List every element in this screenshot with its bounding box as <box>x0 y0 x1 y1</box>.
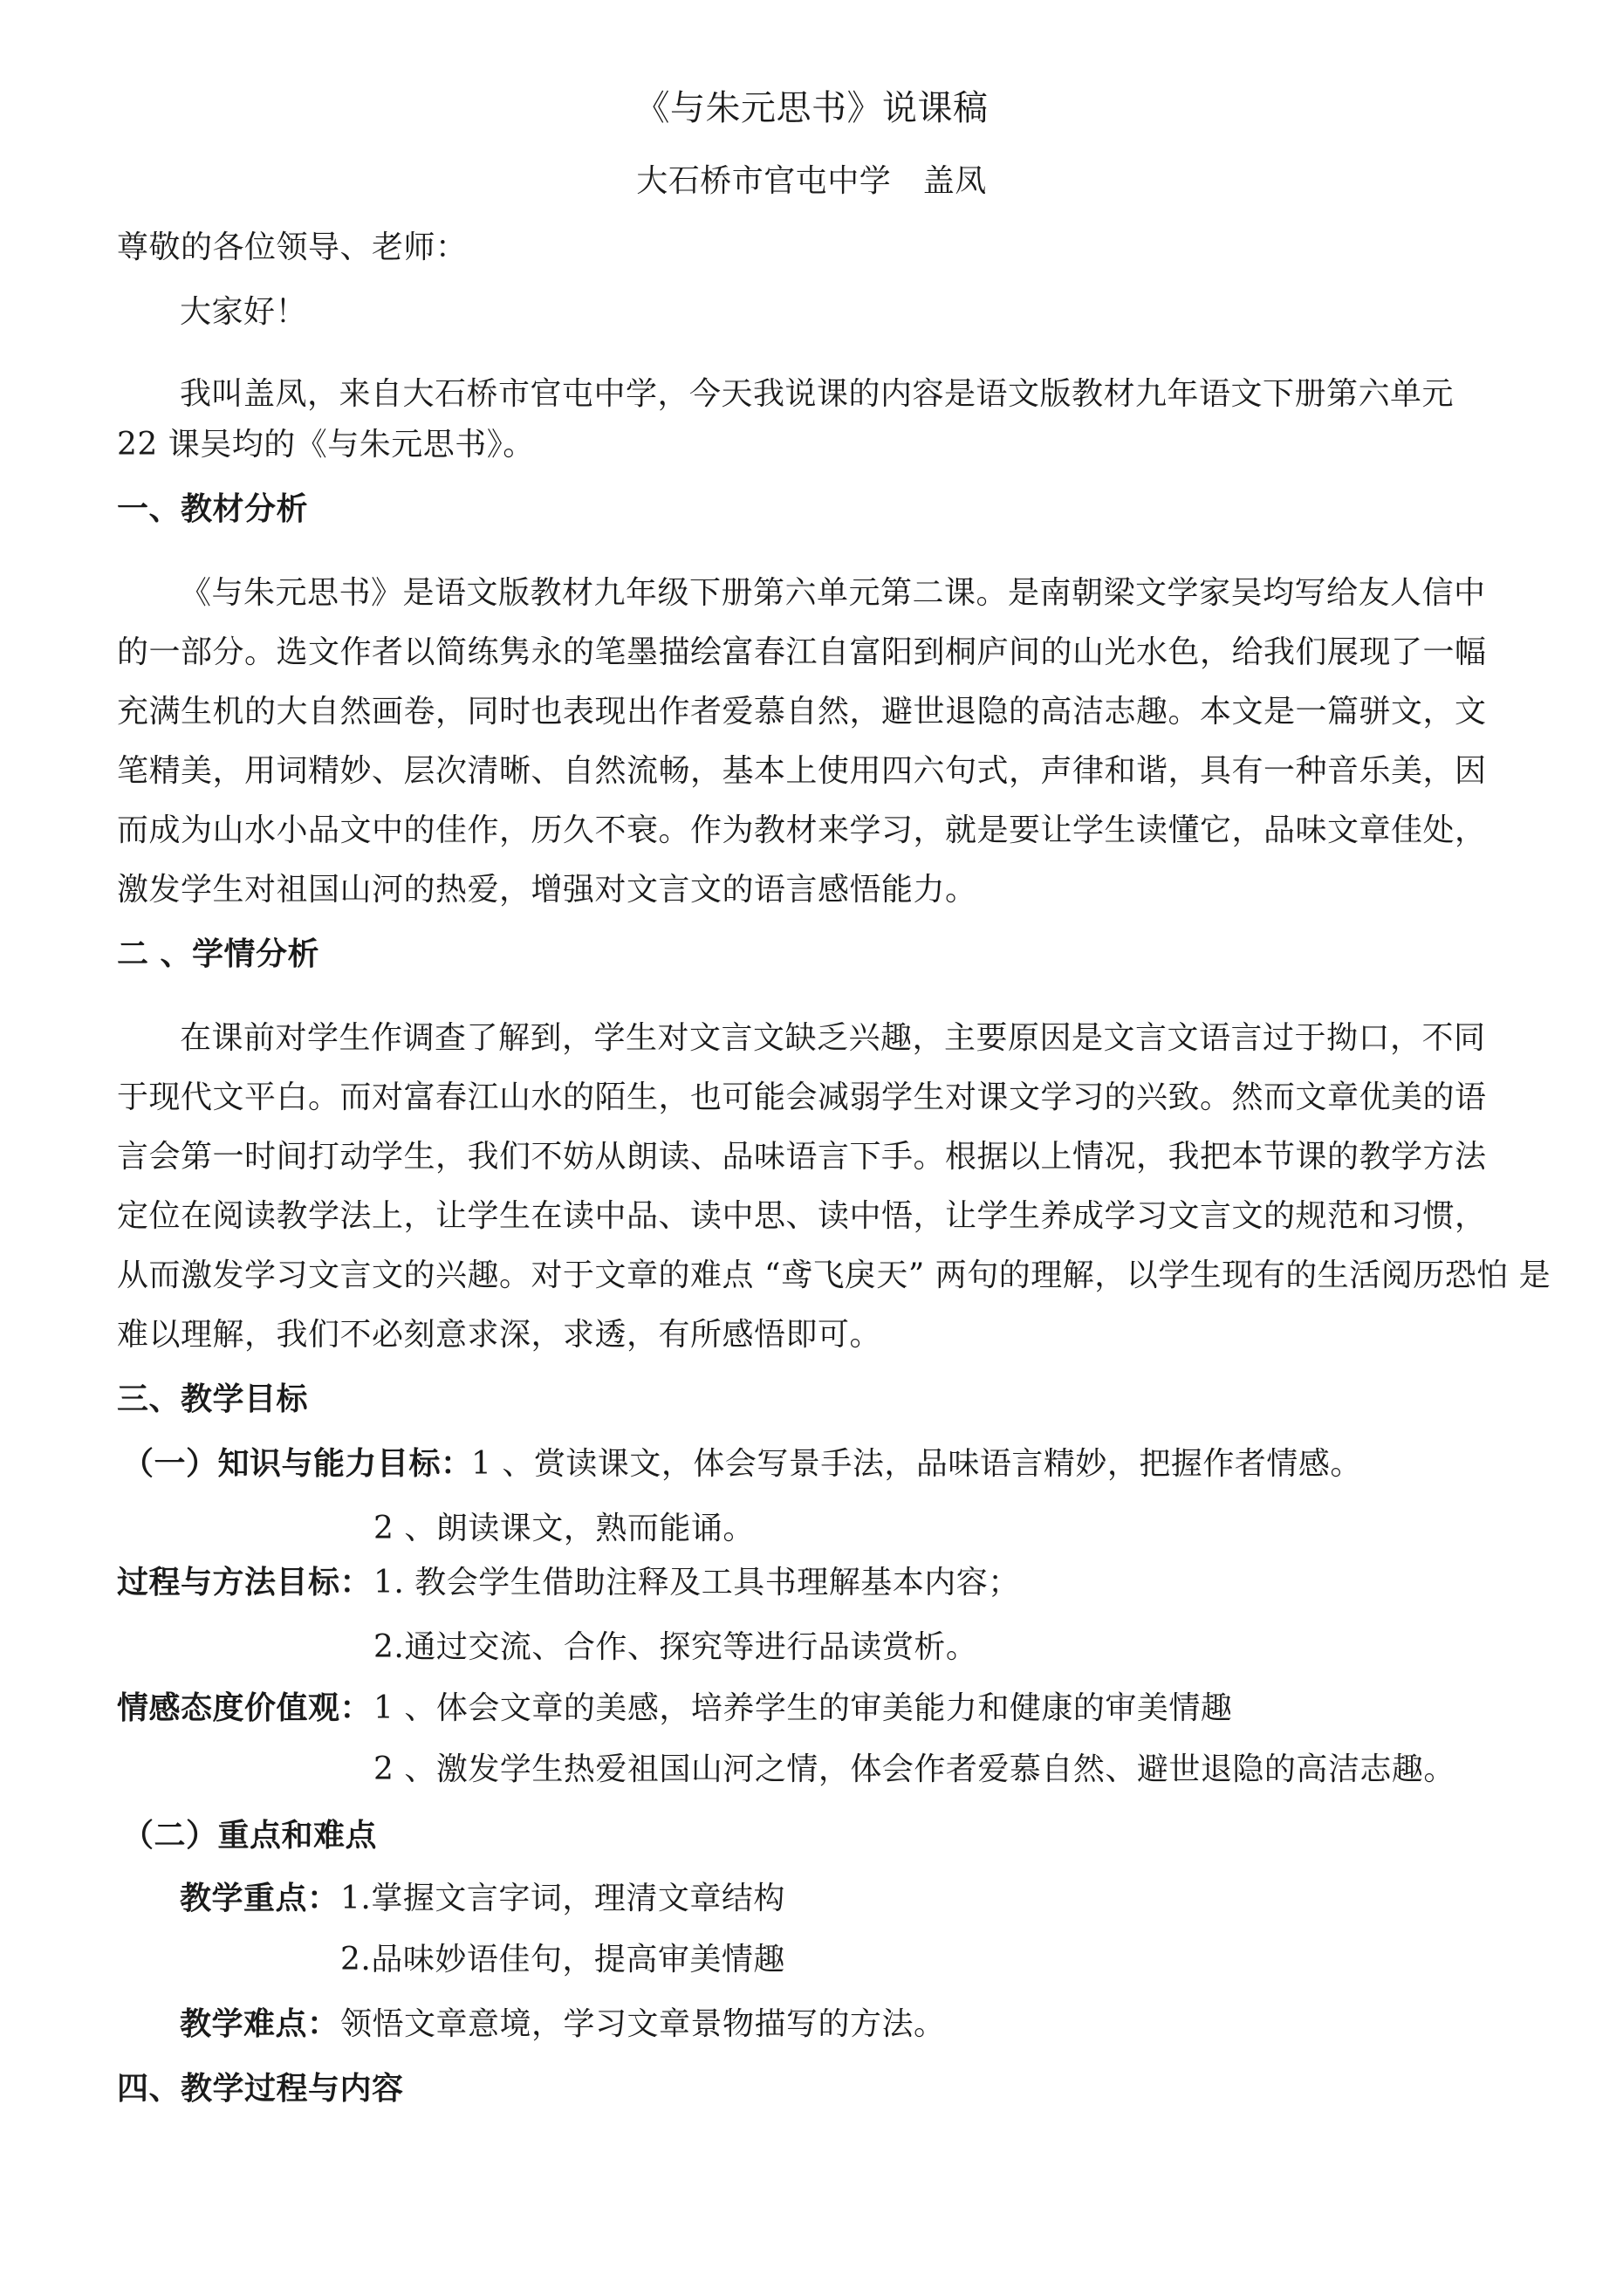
difficulty-text: 领悟文章意境，学习文章景物描写的方法。 <box>340 2006 946 2042</box>
paragraph-line: 从而激发学习文言文的兴趣。对于文章的难点 “鸢飞戾天” 两句的理解，以学生现有的生活阅历恐怕 是 <box>117 1258 1551 1293</box>
key-difficulty-heading: （二）重点和难点 <box>122 1818 378 1854</box>
section-heading-textbook-analysis: 一、教材分析 <box>117 491 309 527</box>
paragraph-line: 笔精美，用词精妙、层次清晰、自然流畅，基本上使用四六句式，声律和谐，具有一种音乐美，因 <box>117 753 1487 789</box>
process-item: 1. 教会学生借助注释及工具书理解基本内容； <box>373 1565 1020 1600</box>
section-heading-teaching-process: 四、教学过程与内容 <box>117 2071 404 2107</box>
paragraph-line: 言会第一时间打动学生，我们不妨从朗读、品味语言下手。根据以上情况，我把本节课的教学方法 <box>117 1139 1487 1175</box>
paragraph-line: 的一部分。选文作者以简练隽永的笔墨描绘富春江自富阳到桐庐间的山光水色，给我们展现了一幅 <box>117 634 1487 670</box>
salutation: 尊敬的各位领导、老师： <box>117 230 468 265</box>
paragraph-line: 难以理解，我们不必刻意求深，求透，有所感悟即可。 <box>117 1317 882 1353</box>
emotion-item: 2 、激发学生热爱祖国山河之情，体会作者爱慕自然、避世退隐的高洁志趣。 <box>373 1751 1455 1787</box>
process-label: 过程与方法目标： <box>117 1565 373 1600</box>
greeting: 大家好！ <box>180 294 308 330</box>
paragraph-line: 定位在阅读教学法上，让学生在读中品、读中思、读中悟，让学生养成学习文言文的规范和习惯， <box>117 1198 1487 1234</box>
emotion-label: 情感态度价值观： <box>117 1690 373 1726</box>
paragraph-line: 在课前对学生作调查了解到，学生对文言文缺乏兴趣，主要原因是文言文语言过于拗口，不同 <box>180 1020 1486 1056</box>
difficulty-label: 教学难点： <box>180 2006 339 2042</box>
emotion-item: 1 、体会文章的美感，培养学生的审美能力和健康的审美情趣 <box>373 1690 1233 1726</box>
key-label: 教学重点： <box>180 1881 339 1916</box>
paragraph-line: 《与朱元思书》是语文版教材九年级下册第六单元第二课。是南朝梁文学家吴均写给友人信中 <box>180 575 1486 611</box>
paragraph-line: 而成为山水小品文中的佳作，历久不衰。作为教材来学习，就是要让学生读懂它，品味文章佳处， <box>117 812 1487 848</box>
section-heading-student-analysis: 二 、学情分析 <box>117 936 320 972</box>
key-item: 2.品味妙语佳句，提高审美情趣 <box>340 1942 785 1977</box>
paragraph-line: 激发学生对祖国山河的热爱，增强对文言文的语言感悟能力。 <box>117 872 977 908</box>
section-heading-teaching-goals: 三、教学目标 <box>117 1381 309 1417</box>
knowledge-item: 1 、赏读课文，体会写景手法，品味语言精妙，把握作者情感。 <box>471 1446 1362 1482</box>
paragraph-line: 于现代文平白。而对富春江山水的陌生，也可能会减弱学生对课文学习的兴致。然而文章优美的语 <box>117 1079 1487 1115</box>
paragraph-line: 充满生机的大自然画卷，同时也表现出作者爱慕自然，避世退隐的高洁志趣。本文是一篇骈文，文 <box>117 694 1487 730</box>
key-item: 1.掌握文言字词，理清文章结构 <box>340 1881 785 1916</box>
intro-line: 我叫盖凤，来自大石桥市官屯中学，今天我说课的内容是语文版教材九年语文下册第六单元 <box>180 376 1455 412</box>
document-title: 《与朱元思书》说课稿 <box>634 88 989 128</box>
author-line: 大石桥市官屯中学 盖凤 <box>636 163 987 199</box>
process-item: 2.通过交流、合作、探究等进行品读赏析。 <box>373 1629 978 1665</box>
intro-line: 22 课吴均的《与朱元思书》。 <box>117 427 535 463</box>
knowledge-item: 2 、朗读课文，熟而能诵。 <box>373 1511 755 1546</box>
knowledge-label: （一）知识与能力目标： <box>122 1446 473 1482</box>
